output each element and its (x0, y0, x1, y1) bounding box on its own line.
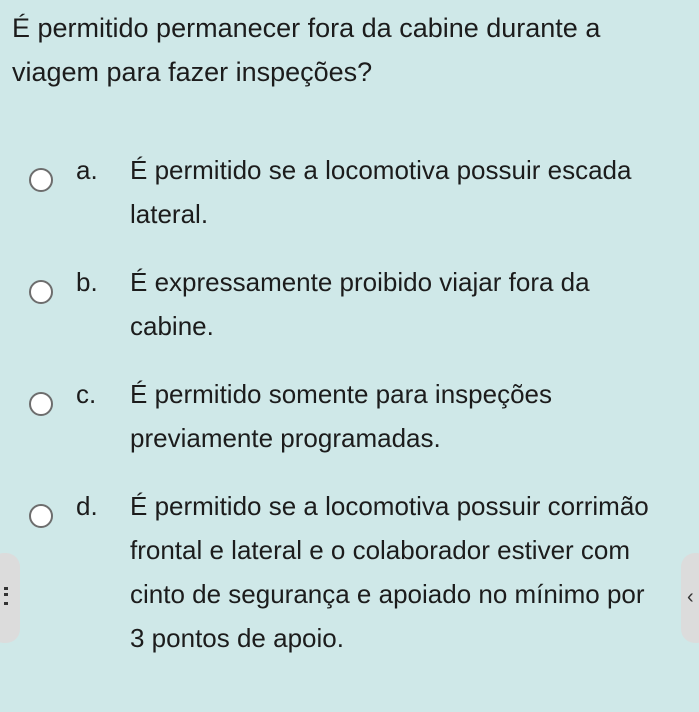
option-a-letter: a. (76, 155, 98, 185)
option-b-letter: b. (76, 267, 98, 297)
radio-d[interactable] (29, 504, 53, 528)
radio-a[interactable] (29, 168, 53, 192)
chevron-left-icon: ‹ (687, 586, 694, 608)
option-d[interactable] (0, 484, 699, 704)
radio-c[interactable] (29, 392, 53, 416)
right-side-tab[interactable] (681, 553, 699, 643)
question-text: É permitido permanecer fora da cabine durante a viagem para fazer inspeções? (12, 13, 601, 87)
option-d-text: É permitido se a locomotiva possuir corrimão frontal e lateral e o colaborador estiver com cinto de segurança e apoiado no mínimo por 3 pontos de apoio. (130, 491, 649, 653)
radio-b[interactable] (29, 280, 53, 304)
options-list (0, 148, 699, 704)
option-a-text: É permitido se a locomotiva possuir escada lateral. (130, 155, 632, 229)
option-a[interactable] (0, 148, 699, 260)
option-c[interactable] (0, 372, 699, 484)
grip-icon (4, 587, 8, 605)
option-b-text: É expressamente proibido viajar fora da cabine. (130, 267, 590, 341)
left-side-tab[interactable] (0, 553, 20, 643)
option-c-text: É permitido somente para inspeções previamente programadas. (130, 379, 553, 453)
option-b[interactable] (0, 260, 699, 372)
option-c-letter: c. (76, 379, 97, 409)
option-d-letter: d. (76, 491, 98, 521)
